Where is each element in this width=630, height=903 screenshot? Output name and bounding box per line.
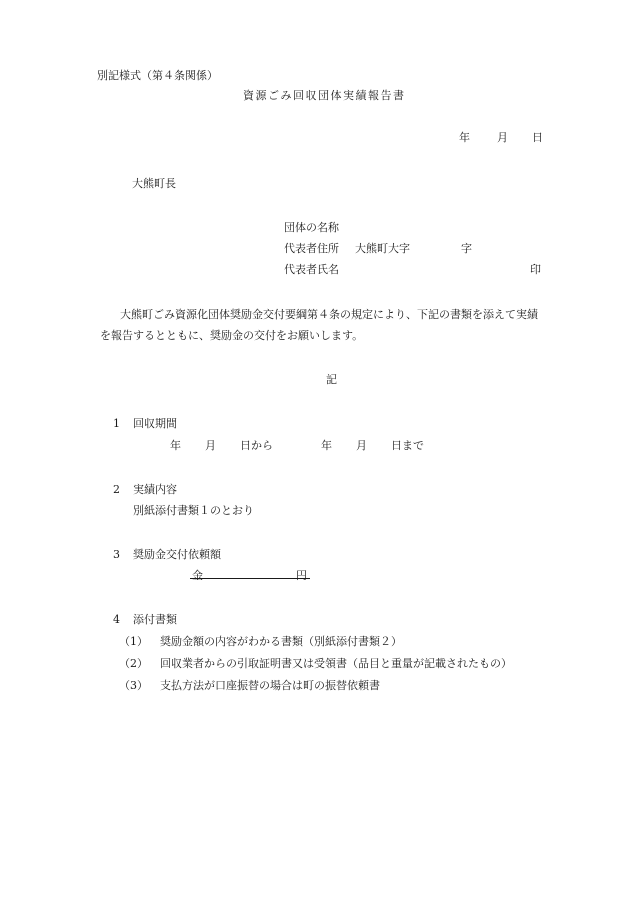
seal-mark: 印 [530, 263, 541, 276]
address-aza: 字 [461, 242, 472, 255]
item3-number: 3 [113, 548, 120, 561]
doc-2-text: 回収業者からの引取証明書又は受領書（品目と重量が記載されたもの） [160, 657, 512, 670]
address-label: 代表者住所 [284, 242, 339, 255]
item2-detail: 別紙添付書類１のとおり [133, 504, 254, 517]
amount-kin: 金 [192, 569, 203, 582]
item3-heading: 奨励金交付依頼額 [133, 548, 221, 561]
period-to-year: 年 [321, 439, 332, 452]
doc-1-number: （1） [119, 635, 148, 648]
period-from-year: 年 [170, 439, 181, 452]
body-line-1: 大熊町ごみ資源化団体奨励金交付要綱第４条の規定により、下記の書類を添えて実績 [120, 308, 538, 321]
item4-heading: 添付書類 [133, 613, 177, 626]
item2-heading: 実績内容 [133, 483, 177, 496]
doc-3-text: 支払方法が口座振替の場合は町の振替依頼書 [160, 679, 380, 692]
item1-heading: 回収期間 [133, 417, 177, 430]
doc-1-text: 奨励金額の内容がわかる書類（別紙添付書類２） [160, 635, 402, 648]
amount-underline [190, 578, 310, 579]
body-line-2: を報告するとともに、奨励金の交付をお願いします。 [100, 329, 364, 342]
item1-number: 1 [113, 417, 120, 430]
item4-number: 4 [113, 613, 120, 626]
doc-3-number: （3） [119, 679, 148, 692]
rep-name-label: 代表者氏名 [284, 263, 339, 276]
ki-heading: 記 [326, 373, 337, 386]
item2-number: 2 [113, 483, 120, 496]
amount-yen: 円 [296, 569, 307, 582]
org-name-label: 団体の名称 [284, 221, 339, 234]
date-month: 月 [497, 131, 508, 144]
document-title: 資源ごみ回収団体実績報告書 [243, 89, 406, 102]
period-to-month: 月 [356, 439, 367, 452]
date-day: 日 [532, 131, 543, 144]
period-from-day: 日から [240, 439, 273, 452]
form-label: 別記様式（第４条関係） [97, 69, 218, 82]
date-year: 年 [459, 131, 470, 144]
addressee: 大熊町長 [132, 177, 176, 190]
doc-2-number: （2） [119, 657, 148, 670]
period-to-day: 日まで [391, 439, 424, 452]
address-value: 大熊町大字 [355, 242, 410, 255]
period-from-month: 月 [205, 439, 216, 452]
